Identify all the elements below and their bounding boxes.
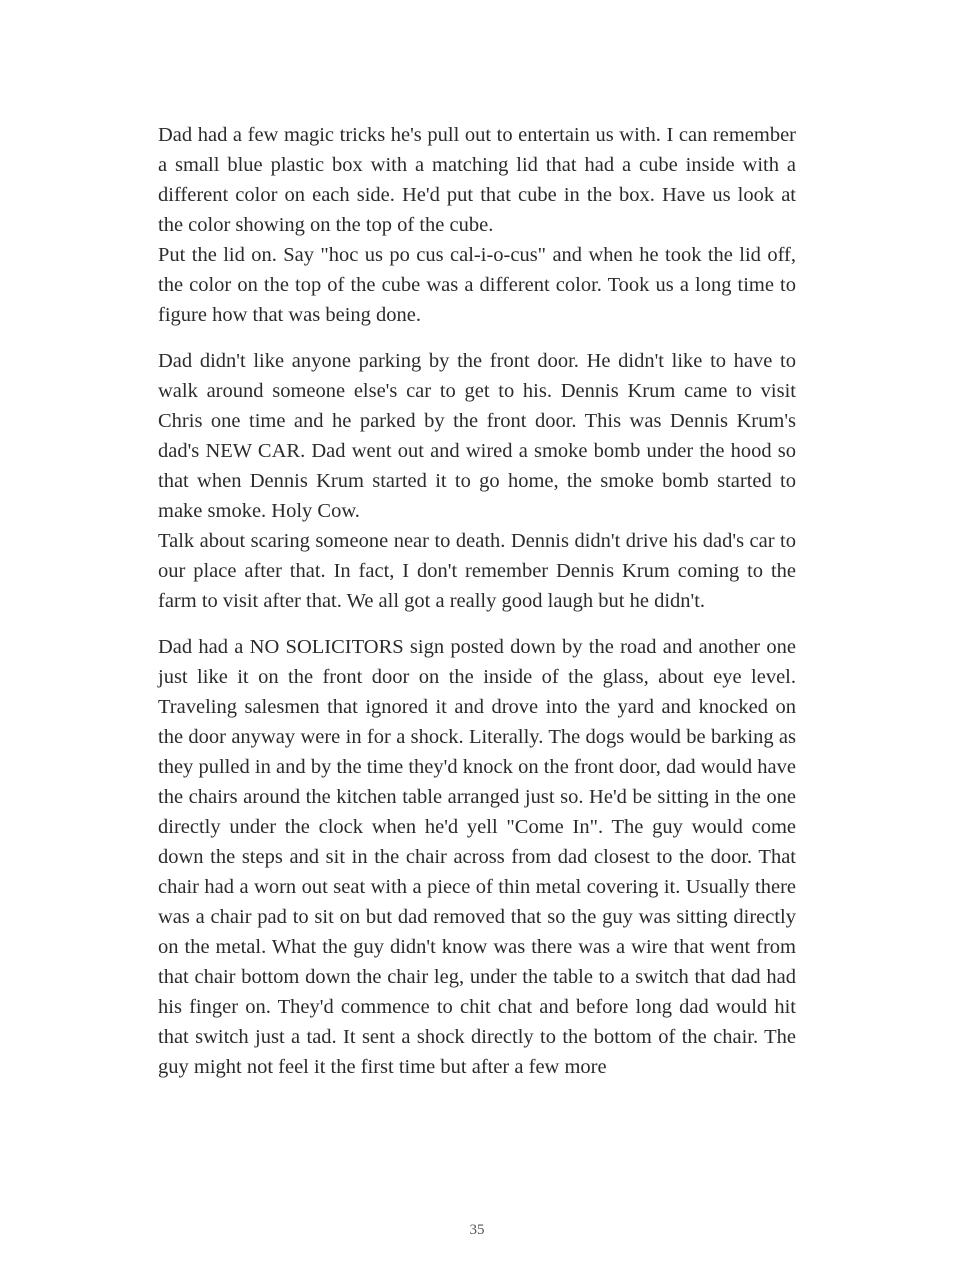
paragraph-magic-tricks: Dad had a few magic tricks he's pull out to entertain us with. I can remember a small blue plastic box with a matching lid that had a cube inside with a different color on each side. He'd put that cube in the box. Have us look at the color showing on the top of the cube. Put the lid on. Say "hoc us po cus cal-i-o-cus" and when he took the lid off, the color on the top of the cube was a different color. Took us a long time to figure how that was being done. [158, 124, 796, 326]
paragraph-smoke-bomb: Dad didn't like anyone parking by the front door. He didn't like to have to walk around someone else's car to get to his. Dennis Krum came to visit Chris one time and he parked by the front door. This was Dennis Krum's dad's NEW CAR. Dad went out and wired a smoke bomb under the hood so that when Dennis Krum started it to go home, the smoke bomb started to make smoke. Holy Cow. Talk about scaring someone near to death. Dennis didn't drive his dad's car to our place after that. In fact, I don't remember Dennis Krum coming to the farm to visit after that. We all got a really good laugh but he didn't. [158, 350, 796, 612]
body-text [158, 120, 796, 1098]
page-number: 35 [469, 1222, 485, 1238]
paragraph-no-solicitors: Dad had a NO SOLICITORS sign posted down by the road and another one just like it on the front door on the inside of the glass, about eye level. Traveling salesmen that ignored it and drove into the yard and knocked on the door anyway were in for a shock. Literally. The dogs would be barking as they pulled in and by the time they'd knock on the front door, dad would have the chairs around the kitchen table arranged just so. He'd be sitting in the one directly under the clock when he'd yell "Come In". The guy would come down the steps and sit in the chair across from dad closest to the door. That chair had a worn out seat with a piece of thin metal covering it. Usually there was a chair pad to sit on but dad removed that so the guy was sitting directly on the metal. What the guy didn't know was there was a wire that went from that chair bottom down the chair leg, under the table to a switch that dad had his finger on. They'd commence to chit chat and before long dad would hit that switch just a tad. It sent a shock directly to the bottom of the chair. The guy might not feel it the first time but after a few more [158, 636, 796, 1078]
